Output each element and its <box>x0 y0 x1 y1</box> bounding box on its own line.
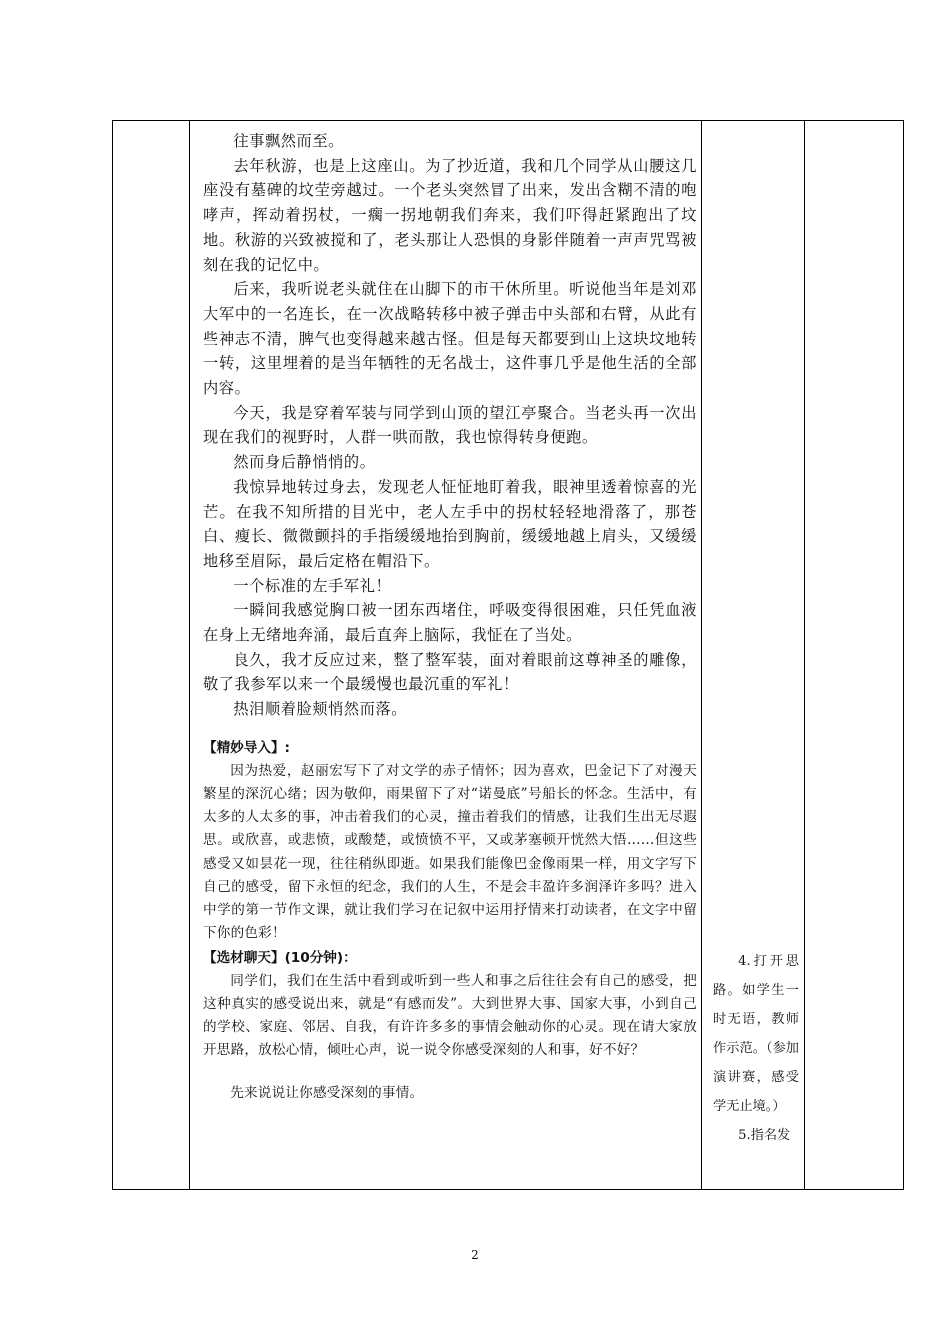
chat-duration: (10分钟)： <box>284 949 357 966</box>
chat-heading <box>203 946 697 970</box>
essay-paragraph: 然而身后静悄悄的。 <box>233 453 376 472</box>
page-number: 2 <box>471 1248 479 1262</box>
intro-text: 因为热爱，赵丽宏写下了对文学的赤子情怀；因为喜欢，巴金记下了对漫天繁星的深沉心绪；因为敬仰，雨果留下了对“诺曼底”号船长的怀念。生活中，有太多的人太多的事，冲击着我们的心灵，撞击着我们的情感，让我们生出无尽遐思。或欣喜，或悲愤，或酸楚，或愤愤不平，又或茅塞顿开恍然大悟……但这些感受又如昙花一现，往往稍纵即逝。如果我们能像巴金像雨果一样，用文字写下自己的感受，留下永恒的纪念，我们的人生，不是会丰盈许多润泽许多吗？进入中学的第一节作文课，就让我们学习在记叙中运用抒情来打动读者，在文字中留下你的色彩！ <box>203 762 697 942</box>
essay-paragraph: 去年秋游，也是上这座山。为了抄近道，我和几个同学从山腰这几座没有墓碑的坟茔旁越过。一个老头突然冒了出来，发出含糊不清的咆哮声，挥动着拐杖，一瘸一拐地朝我们奔来，我们吓得赶紧跑出了坟地。秋游的兴致被搅和了，老头那让人恐惧的身影伴随着一声声咒骂被刻在我的记忆中。 <box>203 156 697 274</box>
sample-essay <box>203 121 697 722</box>
essay-paragraph: 一瞬间我感觉胸口被一团东西堵住，呼吸变得很困难，只任凭血液在身上无绪地奔涌，最后直奔上脑际，我怔在了当处。 <box>203 601 697 645</box>
lesson-table <box>112 120 904 1190</box>
essay-paragraph: 后来，我听说老头就住在山脚下的市干休所里。听说他当年是刘邓大军中的一名连长，在一次战略转移中被子弹击中头部和右臂，从此有些神志不清，脾气也变得越来越古怪。但是每天都要到山上这块坟地转一转，这里埋着的是当年牺牲的无名战士，这件事几乎是他生活的全部内容。 <box>203 280 697 398</box>
teaching-notes-column <box>705 947 805 1150</box>
essay-paragraph: 热泪顺着脸颊悄然而落。 <box>233 700 408 719</box>
intro-section <box>203 736 697 946</box>
note-item-5: 5.指名发 <box>738 1128 791 1143</box>
main-content-column <box>193 121 701 1106</box>
essay-paragraph: 一个标准的左手军礼！ <box>233 576 392 595</box>
note-item-4: 4.打开思路。如学生一时无语，教师作示范。（参加演讲赛，感受学无止境。） <box>713 954 799 1114</box>
chat-text: 同学们，我们在生活中看到或听到一些人和事之后往往会有自己的感受，把这种真实的感受说出来，就是“有感而发”。大到世界大事、国家大事，小到自己的学校、家庭、邻居、自我，有许许多多的事情会触动你的心灵。现在请大家放开思路，放松心情，倾吐心声，说一说令你感受深刻的人和事，好不好？ <box>203 972 697 1059</box>
chat-last-line: 先来说说让你感受深刻的事情。 <box>230 1085 424 1102</box>
chat-heading-title: 【选材聊天】 <box>203 949 285 966</box>
chat-section <box>203 946 697 1106</box>
column-divider <box>189 121 190 1189</box>
intro-heading: 【精妙导入】: <box>203 739 290 756</box>
essay-paragraph: 良久，我才反应过来，整了整军装，面对着眼前这尊神圣的雕像，敬了我参军以来一个最缓慢也最沉重的军礼！ <box>203 650 697 694</box>
essay-paragraph: 往事飘然而至。 <box>233 132 344 150</box>
essay-paragraph: 我惊异地转过身去，发现老人怔怔地盯着我，眼神里透着惊喜的光芒。在我不知所措的目光中，老人左手中的拐杖轻轻地滑落了，那苍白、瘦长、微微颤抖的手指缓缓地抬到胸前，缓缓地越上肩头，又缓缓地移至眉际，最后定格在帽沿下。 <box>203 477 697 570</box>
essay-paragraph: 今天，我是穿着军装与同学到山顶的望江亭聚合。当老头再一次出现在我们的视野时，人群一哄而散，我也惊得转身便跑。 <box>203 403 697 447</box>
column-divider <box>701 121 702 1189</box>
